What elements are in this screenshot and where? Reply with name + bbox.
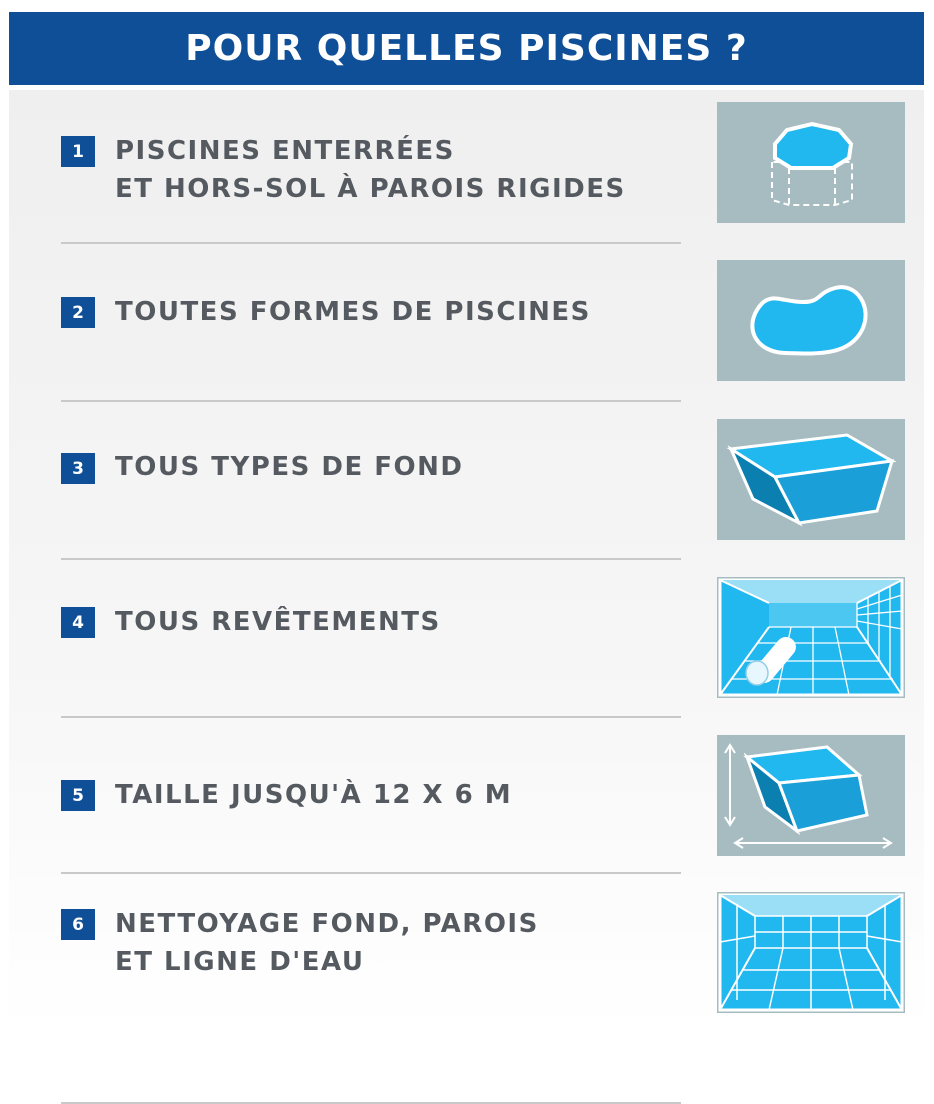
pool-types-list	[9, 90, 924, 1030]
kidney-pool-icon	[717, 260, 905, 381]
row-divider	[61, 716, 681, 718]
tiled-pool-interior-icon	[717, 577, 905, 698]
item-label: TAILLE JUSQU'À 12 X 6 M	[115, 780, 513, 810]
item-label: TOUS REVÊTEMENTS	[115, 607, 441, 637]
item-number-badge: 2	[61, 297, 95, 328]
row-divider	[61, 872, 681, 874]
row-divider	[61, 400, 681, 402]
page-title: POUR QUELLES PISCINES ?	[9, 12, 924, 85]
pool-dimensions-icon	[717, 735, 905, 856]
item-label: NETTOYAGE FOND, PAROIS ET LIGNE D'EAU	[115, 909, 539, 977]
item-number-badge: 3	[61, 453, 95, 484]
item-number-badge: 4	[61, 607, 95, 638]
row-divider	[61, 242, 681, 244]
item-number-badge: 6	[61, 909, 95, 940]
row-divider	[61, 558, 681, 560]
octagonal-pool-icon	[717, 102, 905, 223]
item-number-badge: 1	[61, 136, 95, 167]
item-label: TOUS TYPES DE FOND	[115, 452, 464, 482]
pool-walls-waterline-icon	[717, 892, 905, 1013]
item-number-badge: 5	[61, 780, 95, 811]
item-label: PISCINES ENTERRÉES ET HORS-SOL À PAROIS RIGIDES	[115, 136, 626, 204]
item-label: TOUTES FORMES DE PISCINES	[115, 297, 591, 327]
sloped-floor-pool-icon	[717, 419, 905, 540]
